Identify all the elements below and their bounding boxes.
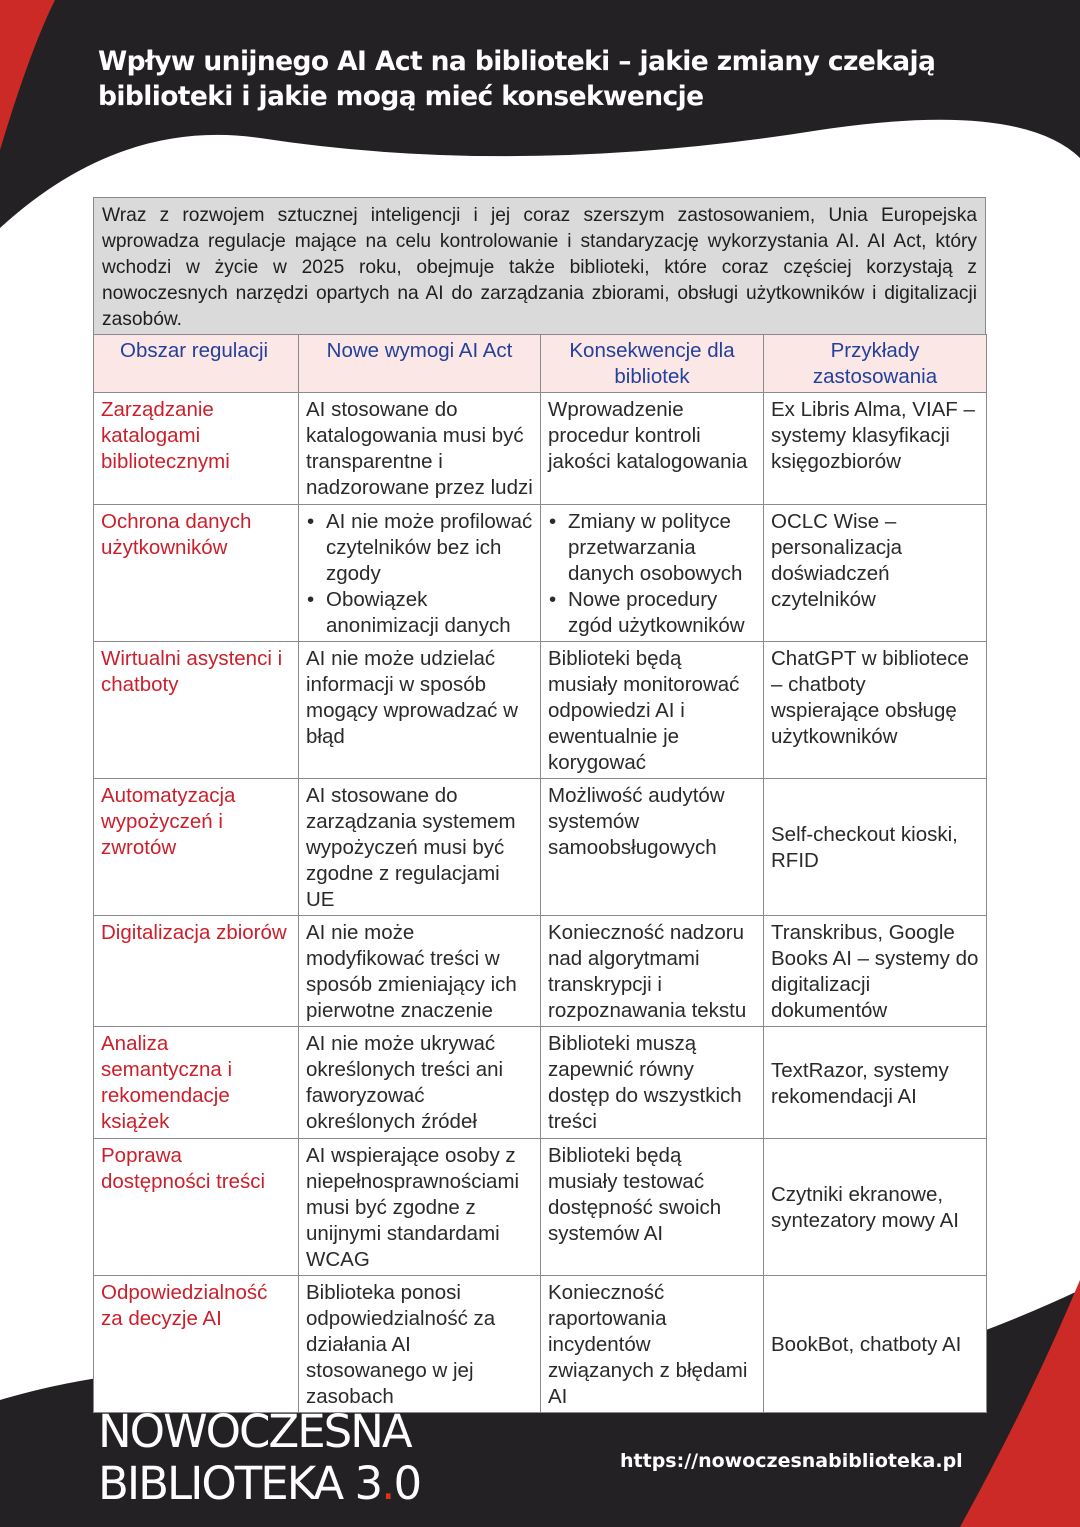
col-header-requirements: Nowe wymogi AI Act <box>299 335 541 393</box>
row-consequences: Biblioteki będą musiały monitorować odpowiedzi AI i ewentualnie je korygować <box>541 642 764 779</box>
consequences-list <box>548 509 756 639</box>
row-requirements: AI nie może udzielać informacji w sposób mogący wprowadzać w błąd <box>299 642 541 779</box>
row-consequences: Biblioteki muszą zapewnić równy dostęp do wszystkich treści <box>541 1027 764 1139</box>
row-consequences: Możliwość audytów systemów samoobsługowych <box>541 779 764 916</box>
logo-zero: 0 <box>393 1457 421 1510</box>
header-dark-shape <box>0 0 1080 228</box>
row-consequences: Konieczność nadzoru nad algorytmami transkrypcji i rozpoznawania tekstu <box>541 916 764 1027</box>
intro-paragraph: Wraz z rozwojem sztucznej inteligencji i jej coraz szerszym zastosowaniem, Unia Europejska wprowadza regulacje mające na celu kontrolowanie i standaryzację wykorzystania AI. AI Act, który wchodzi w życie w 2025 roku, obejmuje także biblioteki, które coraz częściej korzystają z nowoczesnych narzędzi opartych na AI do zarządzania zbiorami, obsługi użytkowników i digitalizacji zasobów. <box>93 197 986 334</box>
table-row <box>94 505 987 642</box>
row-area: Ochrona danych użytkowników <box>94 505 299 642</box>
table-row <box>94 779 987 916</box>
row-consequences: Biblioteki będą musiały testować dostępność swoich systemów AI <box>541 1139 764 1276</box>
row-examples: TextRazor, systemy rekomendacji AI <box>764 1027 987 1139</box>
row-consequences <box>541 505 764 642</box>
row-examples: Self-checkout kioski, RFID <box>764 779 987 916</box>
row-area: Automatyzacja wypożyczeń i zwrotów <box>94 779 299 916</box>
row-requirements: AI nie może modyfikować treści w sposób zmieniający ich pierwotne znaczenie <box>299 916 541 1027</box>
logo-text: BIBLIOTEKA 3 <box>98 1457 382 1510</box>
table-row <box>94 916 987 1027</box>
table-row <box>94 393 987 505</box>
col-header-examples: Przykłady zastosowania <box>764 335 987 393</box>
row-requirements: AI nie może ukrywać określonych treści ani faworyzować określonych źródeł <box>299 1027 541 1139</box>
table-row <box>94 1139 987 1276</box>
content-box <box>93 197 986 1413</box>
list-item: • Obowiązek anonimizacji danych <box>326 587 533 639</box>
row-consequences: Konieczność raportowania incydentów związanych z błędami AI <box>541 1276 764 1413</box>
page-title <box>98 44 998 114</box>
col-header-consequences: Konsekwencje dla bibliotek <box>541 335 764 393</box>
row-area: Poprawa dostępności treści <box>94 1139 299 1276</box>
list-item: • Zmiany w polityce przetwarzania danych osobowych <box>568 509 756 587</box>
brand-logo[interactable] <box>98 1406 420 1510</box>
regulation-table <box>93 334 987 1413</box>
row-area: Digitalizacja zbiorów <box>94 916 299 1027</box>
website-link[interactable]: https://nowoczesnabiblioteka.pl <box>620 1450 963 1472</box>
row-examples: BookBot, chatboty AI <box>764 1276 987 1413</box>
row-examples: Ex Libris Alma, VIAF – systemy klasyfikacji księgozbiorów <box>764 393 987 505</box>
row-examples: OCLC Wise – personalizacja doświadczeń czytelników <box>764 505 987 642</box>
logo-line-1: NOWOCZESNA <box>98 1405 411 1458</box>
row-requirements: AI stosowane do katalogowania musi być transparentne i nadzorowane przez ludzi <box>299 393 541 505</box>
row-requirements: AI stosowane do zarządzania systemem wypożyczeń musi być zgodne z regulacjami UE <box>299 779 541 916</box>
title-line-2: biblioteki i jakie mogą mieć konsekwencje <box>98 81 704 112</box>
row-requirements: Biblioteka ponosi odpowiedzialność za działania AI stosowanego w jej zasobach <box>299 1276 541 1413</box>
row-consequences: Wprowadzenie procedur kontroli jakości katalogowania <box>541 393 764 505</box>
logo-line-2 <box>98 1458 420 1510</box>
requirements-list <box>306 509 533 639</box>
row-requirements: AI wspierające osoby z niepełnosprawnościami musi być zgodne z unijnymi standardami WCAG <box>299 1139 541 1276</box>
row-examples: Transkribus, Google Books AI – systemy do digitalizacji dokumentów <box>764 916 987 1027</box>
row-area: Zarządzanie katalogami bibliotecznymi <box>94 393 299 505</box>
row-examples: ChatGPT w bibliotece – chatboty wspierające obsługę użytkowników <box>764 642 987 779</box>
list-item: • Nowe procedury zgód użytkowników <box>568 587 756 639</box>
row-area: Wirtualni asystenci i chatboty <box>94 642 299 779</box>
row-area: Analiza semantyczna i rekomendacje książek <box>94 1027 299 1139</box>
logo-dot: . <box>381 1457 394 1510</box>
col-header-area: Obszar regulacji <box>94 335 299 393</box>
table-row <box>94 642 987 779</box>
table-header-row <box>94 335 987 393</box>
list-item: • AI nie może profilować czytelników bez ich zgody <box>326 509 533 587</box>
title-line-1: Wpływ unijnego AI Act na biblioteki – jakie zmiany czekają <box>98 46 936 77</box>
row-area: Odpowiedzialność za decyzje AI <box>94 1276 299 1413</box>
table-row <box>94 1276 987 1413</box>
row-examples: Czytniki ekranowe, syntezatory mowy AI <box>764 1139 987 1276</box>
table-row <box>94 1027 987 1139</box>
row-requirements <box>299 505 541 642</box>
